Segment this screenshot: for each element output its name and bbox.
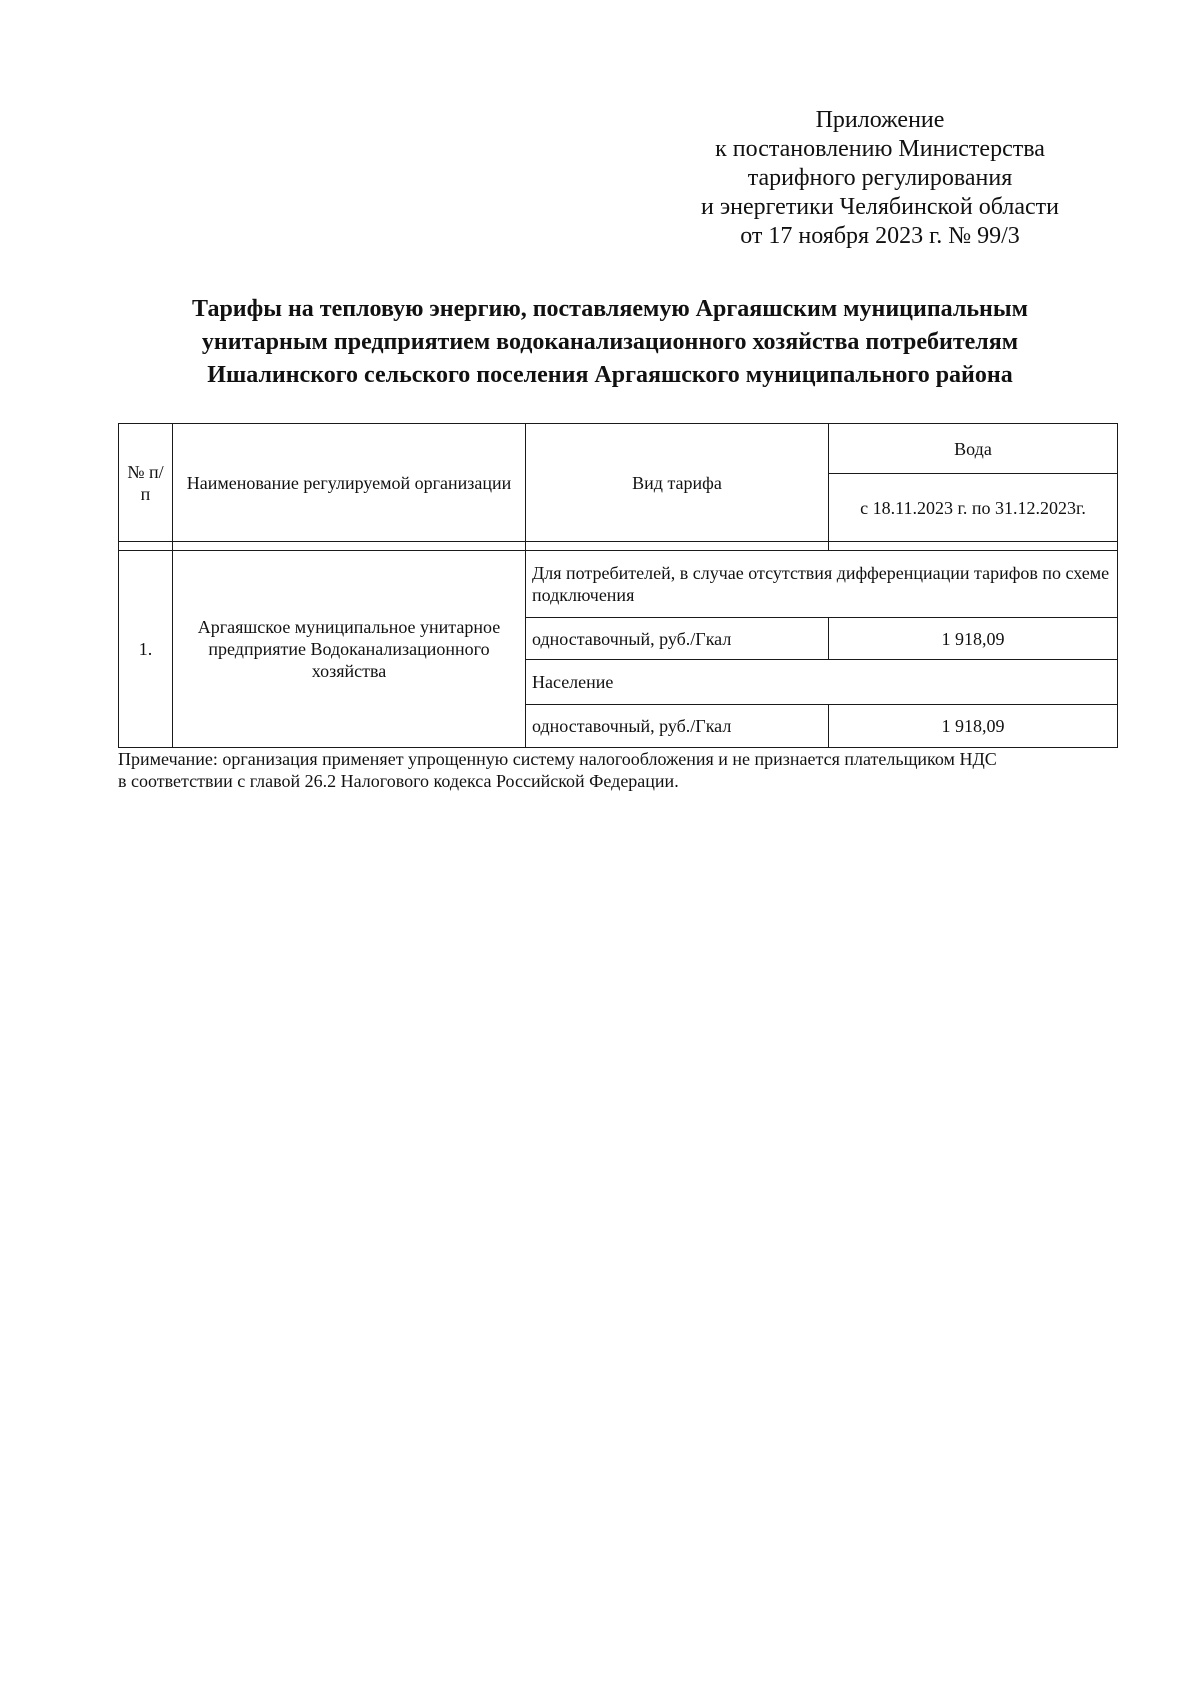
header-water: Вода [829, 424, 1118, 474]
appendix-line: и энергетики Челябинской области [701, 194, 1059, 220]
tariff-value-cell: 1 918,09 [829, 618, 1118, 660]
tariff-type-cell: одноставочный, руб./Гкал [526, 705, 829, 748]
table-header-row [119, 424, 1118, 474]
tariff-table [118, 423, 1118, 748]
title-line: Ишалинского сельского поселения Аргаяшского муниципального района [207, 362, 1013, 388]
header-tariff-type: Вид тарифа [526, 424, 829, 542]
appendix-line: к постановлению Министерства [715, 136, 1045, 162]
table-gap-row [119, 542, 1118, 551]
appendix-line: тарифного регулирования [747, 165, 1013, 191]
header-number: № п/п [119, 424, 173, 542]
appendix-line: от 17 ноября 2023 г. № 99/3 [740, 223, 1020, 249]
appendix-block [620, 106, 1140, 251]
footnote-line: в соответствии с главой 26.2 Налогового кодекса Российской Федерации. [118, 771, 679, 791]
appendix-line: Приложение [815, 107, 945, 133]
header-organization: Наименование регулируемой организации [173, 424, 526, 542]
header-period: с 18.11.2023 г. по 31.12.2023г. [829, 474, 1118, 542]
title-line: Тарифы на тепловую энергию, поставляемую Аргаяшским муниципальным [192, 296, 1028, 322]
document-title [110, 293, 1110, 392]
title-line: унитарным предприятием водоканализационного хозяйства потребителям [201, 329, 1019, 355]
tariff-value-cell: 1 918,09 [829, 705, 1118, 748]
row-number: 1. [119, 551, 173, 748]
row-organization: Аргаяшское муниципальное унитарное предприятие Водоканализационного хозяйства [173, 551, 526, 748]
group-label-population: Население [526, 660, 1118, 705]
table-row [119, 551, 1118, 618]
tariff-type-cell: одноставочный, руб./Гкал [526, 618, 829, 660]
footnote-line: Примечание: организация применяет упрощенную систему налогообложения и не признается плательщиком НДС [118, 749, 997, 769]
group-label-consumers: Для потребителей, в случае отсутствия дифференциации тарифов по схеме подключения [526, 551, 1118, 618]
footnote [118, 748, 1118, 792]
